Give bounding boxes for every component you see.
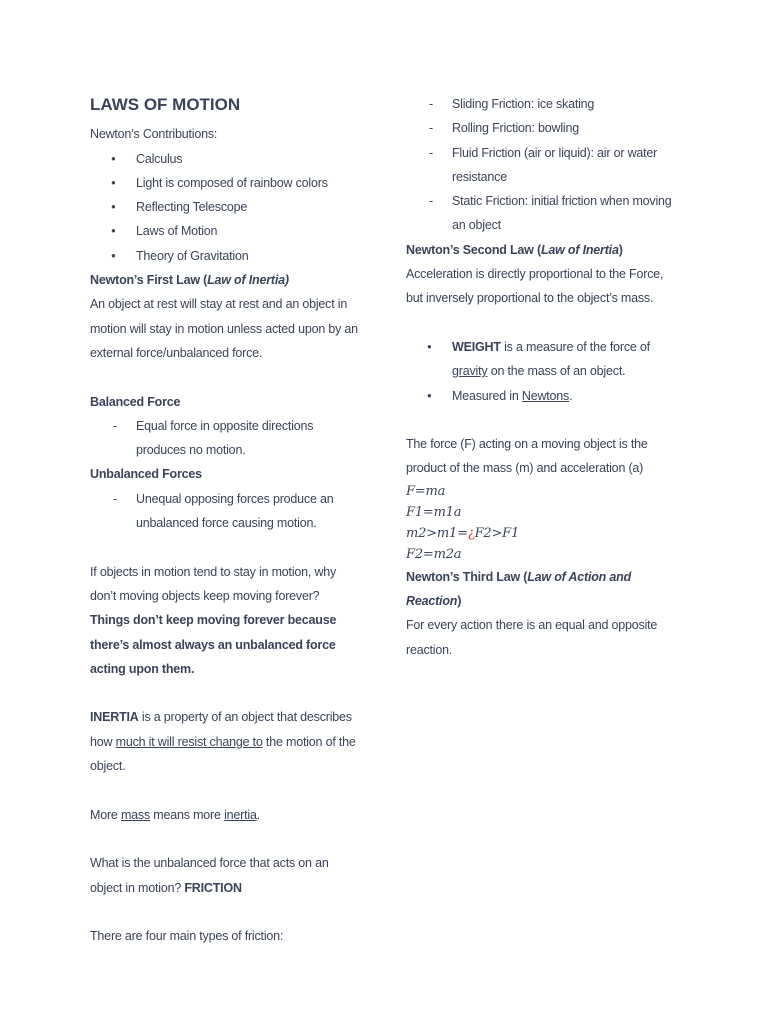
friction-type-item: - Sliding Friction: ice skating	[406, 92, 678, 116]
friction-type-item: - Static Friction: initial friction when moving an object	[406, 189, 678, 238]
list-item: ● Light is composed of rainbow colors	[90, 171, 362, 195]
second-law-heading: Newton’s Second Law (Law of Inertia)	[406, 242, 623, 257]
answer-text: Things don’t keep moving forever because there’s almost always an unbalanced force acting upon them.	[90, 613, 337, 676]
list-item: ● Theory of Gravitation	[90, 244, 362, 268]
force-text: The force (F) acting on a moving object is the product of the mass (m) and acceleration (a)	[406, 437, 648, 476]
contributions-list	[90, 147, 362, 268]
equation-2: F1=m1a	[406, 504, 462, 520]
inertia-definition: INERTIA is a property of an object that describes how much it will resist change to the motion of the object.	[90, 710, 356, 774]
left-column	[90, 90, 362, 948]
equation-1: F=ma	[406, 483, 446, 499]
list-item: ● Laws of Motion	[90, 219, 362, 243]
second-law-text: Acceleration is directly proportional to the Force, but inversely proportional to the object’s mass.	[406, 267, 664, 306]
friction-type-item: - Rolling Friction: bowling	[406, 116, 678, 140]
page-title: LAWS OF MOTION	[90, 95, 241, 114]
contributions-heading: Newton’s Contributions:	[90, 127, 218, 142]
balanced-heading: Balanced Force	[90, 394, 181, 409]
list-item: ● Calculus	[90, 147, 362, 171]
friction-question: What is the unbalanced force that acts on an object in motion? FRICTION	[90, 856, 329, 895]
weight-item: ● WEIGHT is a measure of the force of gravity on the mass of an object.	[406, 335, 678, 384]
equation-3: m2>m1=¿F2>F1	[406, 525, 520, 541]
friction-intro: There are four main types of friction:	[90, 929, 284, 944]
first-law-heading: Newton’s First Law (Law of Inertia)	[90, 273, 289, 288]
unbalanced-heading: Unbalanced Forces	[90, 467, 202, 482]
balanced-item: - Equal force in opposite directions produces no motion.	[90, 414, 362, 463]
unbalanced-item: - Unequal opposing forces produce an unbalanced force causing motion.	[90, 487, 362, 536]
right-column	[406, 92, 678, 662]
friction-type-item: - Fluid Friction (air or liquid): air or water resistance	[406, 141, 678, 190]
third-law-text: For every action there is an equal and opposite reaction.	[406, 618, 658, 657]
mass-inertia-line: More mass means more inertia.	[90, 807, 260, 822]
third-law-heading: Newton’s Third Law (Law of Action and Reaction)	[406, 569, 632, 609]
question-text: If objects in motion tend to stay in motion, why don’t moving objects keep moving forever?	[90, 564, 337, 603]
equation-4: F2=m2a	[406, 546, 462, 562]
first-law-text: An object at rest will stay at rest and an object in motion will stay in motion unless acted upon by an external force/unbalanced force.	[90, 297, 358, 360]
measured-item: ● Measured in Newtons.	[406, 384, 678, 408]
list-item: ● Reflecting Telescope	[90, 195, 362, 219]
